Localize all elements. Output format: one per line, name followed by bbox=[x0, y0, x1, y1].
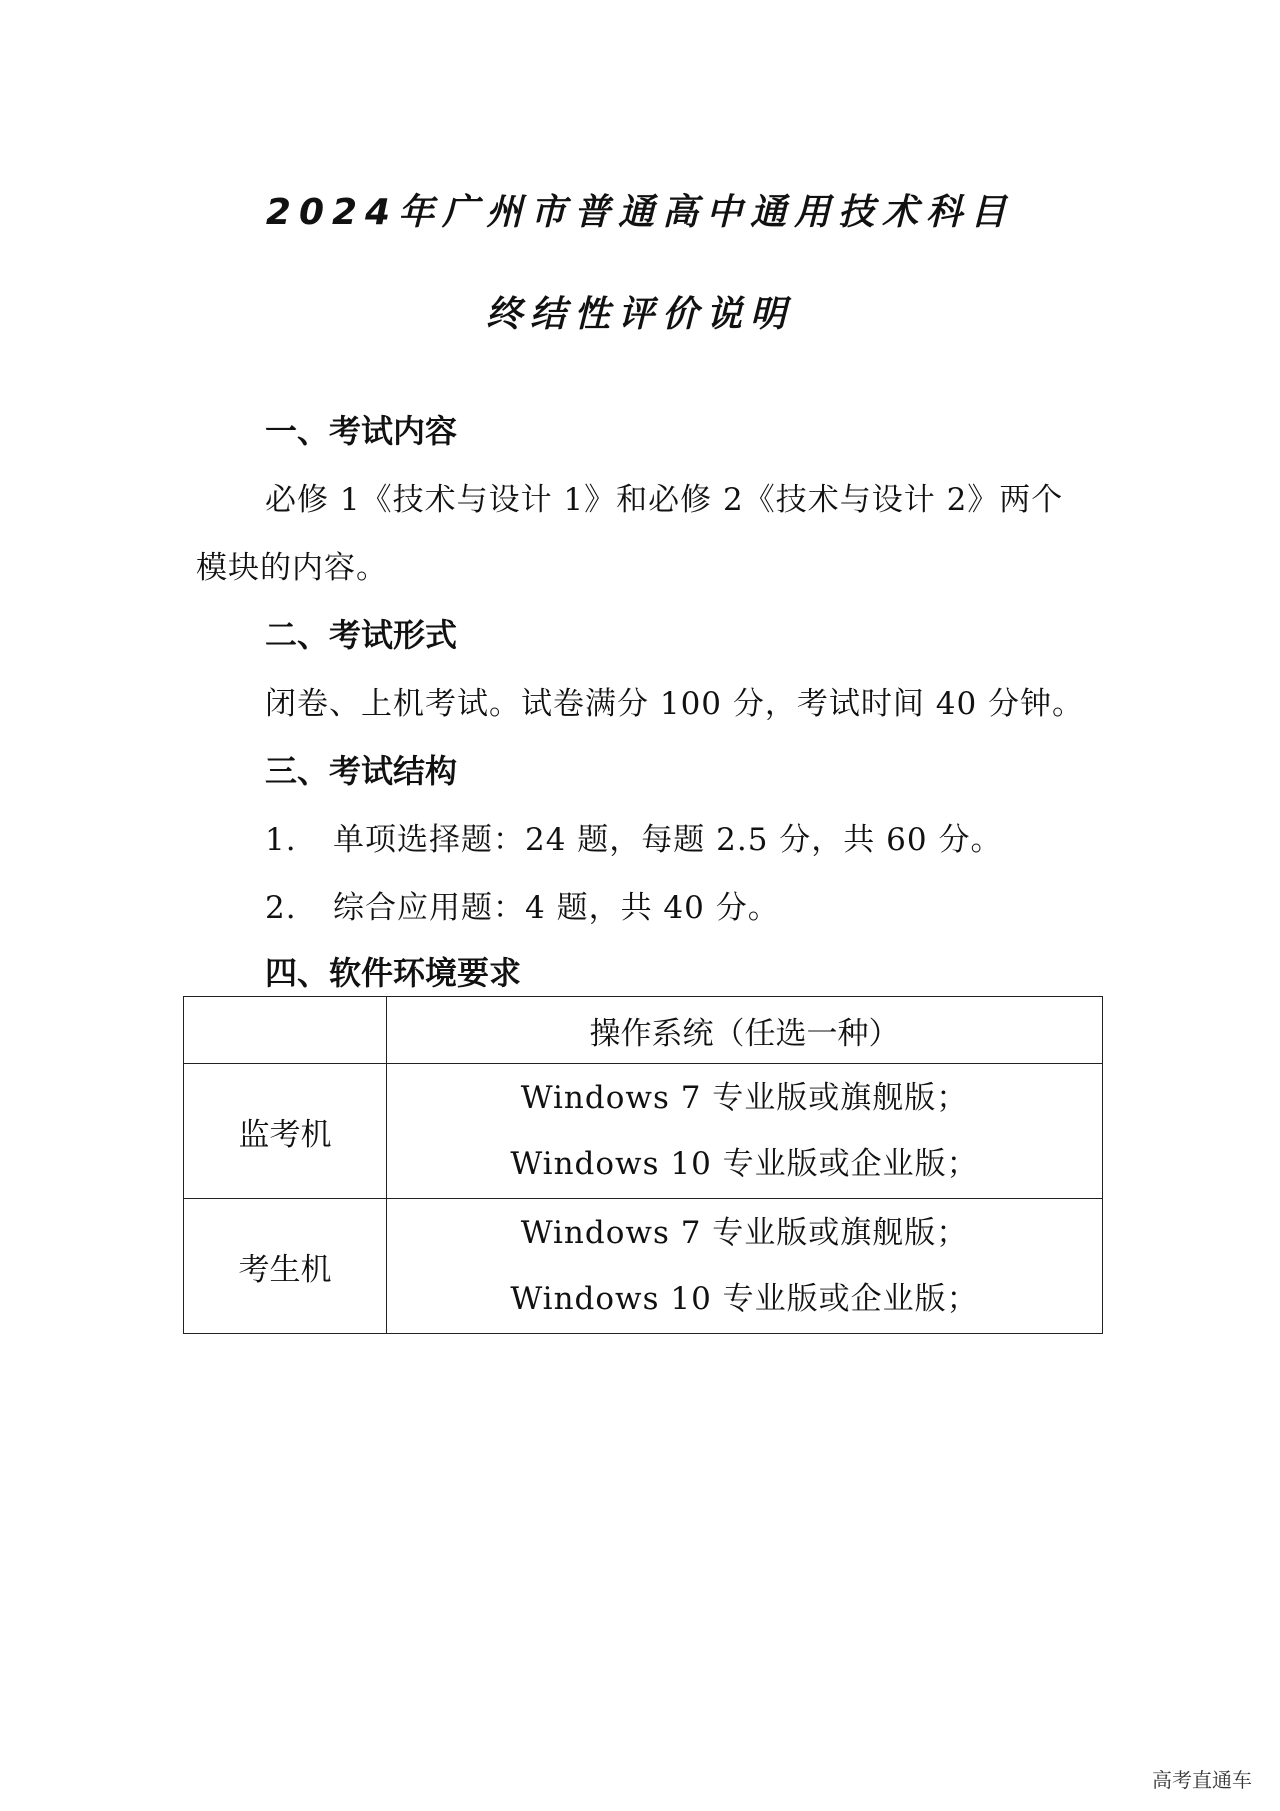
section-heading-content: 一、考试内容 bbox=[265, 412, 458, 450]
list-item-number: 2. bbox=[265, 890, 297, 926]
table-header-os: 操作系统（任选一种） bbox=[387, 997, 1103, 1064]
table-cell-role: 考生机 bbox=[184, 1199, 387, 1334]
structure-list-item bbox=[265, 882, 780, 927]
section-heading-software: 四、软件环境要求 bbox=[265, 954, 522, 992]
format-paragraph: 闭卷、上机考试。试卷满分 100 分，考试时间 40 分钟。 bbox=[265, 686, 1085, 722]
document-title-line2: 终结性评价说明 bbox=[485, 294, 794, 335]
document-title-line1: 2024年广州市普通高中通用技术科目 bbox=[265, 192, 1015, 233]
content-paragraph-line1: 必修 1《技术与设计 1》和必修 2《技术与设计 2》两个 bbox=[265, 482, 1064, 518]
list-item-number: 1. bbox=[265, 822, 297, 858]
list-item-text: 综合应用题：4 题，共 40 分。 bbox=[333, 890, 780, 926]
section-heading-structure: 三、考试结构 bbox=[265, 752, 458, 790]
os-option: Windows 10 专业版或企业版； bbox=[510, 1281, 979, 1317]
table-header-row bbox=[184, 997, 1103, 1064]
table-header-empty-cell bbox=[184, 997, 387, 1064]
list-item-text: 单项选择题：24 题，每题 2.5 分，共 60 分。 bbox=[333, 822, 1003, 858]
os-option: Windows 7 专业版或旗舰版； bbox=[520, 1080, 969, 1116]
os-option: Windows 7 专业版或旗舰版； bbox=[520, 1215, 969, 1251]
software-environment-table bbox=[183, 996, 1103, 1334]
table-row bbox=[184, 1199, 1103, 1334]
structure-list-item bbox=[265, 814, 1002, 859]
table-cell-os bbox=[387, 1064, 1103, 1199]
os-option: Windows 10 专业版或企业版； bbox=[510, 1146, 979, 1182]
table-cell-os bbox=[387, 1199, 1103, 1334]
watermark-text: 高考直通车 bbox=[1152, 1768, 1252, 1792]
content-paragraph-line2: 模块的内容。 bbox=[196, 550, 388, 586]
table-row bbox=[184, 1064, 1103, 1199]
table-cell-role: 监考机 bbox=[184, 1064, 387, 1199]
section-heading-format: 二、考试形式 bbox=[265, 616, 458, 654]
